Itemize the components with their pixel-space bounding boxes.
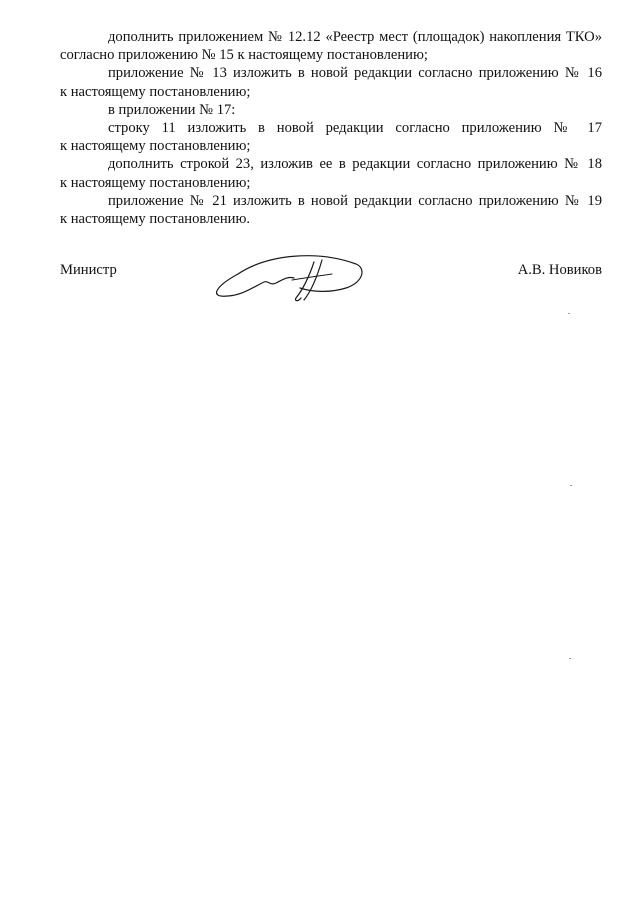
scan-speck [570,485,572,486]
paragraph-line: к настоящему постановлению; [60,83,251,100]
paragraph-line: к настоящему постановлению. [60,211,251,228]
scan-speck [568,313,570,314]
paragraph-row-23 [60,155,602,191]
paragraph-line: согласно приложению № 15 к настоящему постановлению; [60,47,428,64]
paragraph-line: приложение № 13 изложить в новой редакции согласно приложению № 16 [108,65,602,82]
paragraph-line: дополнить приложением № 12.12 «Реестр мест (площадок) накопления ТКО» [108,29,602,45]
document-body [60,28,602,228]
signatory-title: Министр [60,262,117,278]
paragraph-row-11 [60,119,602,155]
paragraph-appendix-12-12 [60,28,602,64]
paragraph-appendix-13 [60,64,602,100]
paragraph-line: к настоящему постановлению; [60,174,251,191]
paragraph-line: дополнить строкой 23, изложив ее в редакции согласно приложению № 18 [108,156,602,173]
scan-speck [569,658,571,659]
paragraph-appendix-21 [60,192,602,228]
paragraph-line: приложение № 21 изложить в новой редакции согласно приложению № 19 [108,192,602,209]
handwritten-signature [208,252,368,308]
paragraph-appendix-17 [60,101,602,119]
signatory-name: А.В. Новиков [517,262,602,278]
paragraph-line: к настоящему постановлению; [60,138,251,155]
paragraph-line: строку 11 изложить в новой редакции согласно приложению № 17 [108,120,602,137]
signature-block [60,258,602,318]
paragraph-line: в приложении № 17: [108,101,236,118]
